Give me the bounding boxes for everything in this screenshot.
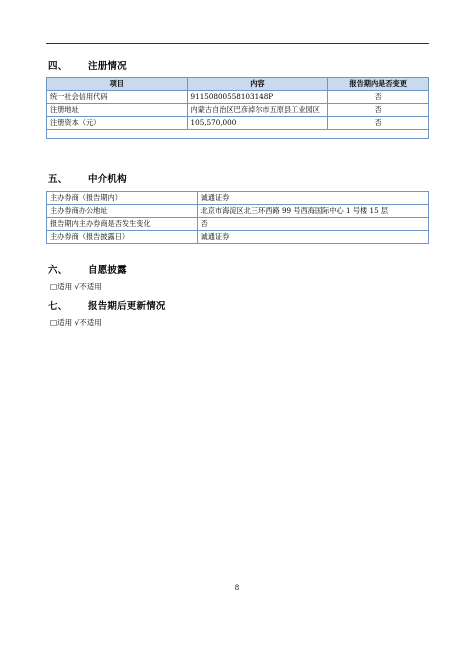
- section-5-title: 中介机构: [88, 174, 127, 185]
- header-rule: [46, 43, 429, 44]
- table-spacer-cell: [47, 130, 429, 139]
- row-value: 否: [197, 218, 428, 231]
- row-value: 诚通证券: [197, 192, 428, 205]
- section-5-heading: [48, 171, 127, 185]
- section-6-title: 自愿披露: [88, 265, 127, 276]
- section-5-number: 五、: [48, 174, 68, 185]
- registration-table: [46, 77, 429, 139]
- table-row: [47, 218, 429, 231]
- table-row: [47, 192, 429, 205]
- section-7-heading: [48, 298, 166, 312]
- table-row: [47, 117, 429, 130]
- row-label: 主办券商办公地址: [47, 205, 198, 218]
- section-6-number: 六、: [48, 265, 68, 276]
- row-item: 注册资本（元）: [47, 117, 188, 130]
- row-changed: 否: [328, 104, 429, 117]
- section-4-title: 注册情况: [88, 61, 127, 72]
- table-row: [47, 231, 429, 244]
- registration-table-header: [47, 78, 429, 91]
- row-changed: 否: [328, 117, 429, 130]
- section-4-heading: [48, 58, 127, 72]
- table-spacer-row: [47, 130, 429, 139]
- section-7-title: 报告期后更新情况: [88, 301, 166, 312]
- row-changed: 否: [328, 91, 429, 104]
- table-row: [47, 205, 429, 218]
- row-label: 主办券商（报告披露日）: [47, 231, 198, 244]
- header-item: 项目: [47, 78, 188, 91]
- row-label: 报告期内主办券商是否发生变化: [47, 218, 198, 231]
- header-content: 内容: [187, 78, 328, 91]
- table-row: [47, 104, 429, 117]
- row-item: 注册地址: [47, 104, 188, 117]
- header-changed: 报告期内是否变更: [328, 78, 429, 91]
- row-content: 91150800558103148P: [187, 91, 328, 104]
- section-7-number: 七、: [48, 301, 68, 312]
- row-content: 内蒙古自治区巴彦淖尔市五原县工业园区: [187, 104, 328, 117]
- page-number: 8: [234, 584, 240, 592]
- section-6-heading: [48, 262, 127, 276]
- row-content: 105,570,000: [187, 117, 328, 130]
- row-value: 北京市海淀区北三环西路 99 号西海国际中心 1 号楼 15 层: [197, 205, 428, 218]
- row-label: 主办券商（报告期内）: [47, 192, 198, 205]
- section-7-status: □适用 √不适用: [50, 318, 102, 327]
- table-row: [47, 91, 429, 104]
- row-value: 诚通证券: [197, 231, 428, 244]
- row-item: 统一社会信用代码: [47, 91, 188, 104]
- intermediary-table: [46, 191, 429, 244]
- section-4-number: 四、: [48, 61, 68, 72]
- section-6-status: □适用 √不适用: [50, 282, 102, 291]
